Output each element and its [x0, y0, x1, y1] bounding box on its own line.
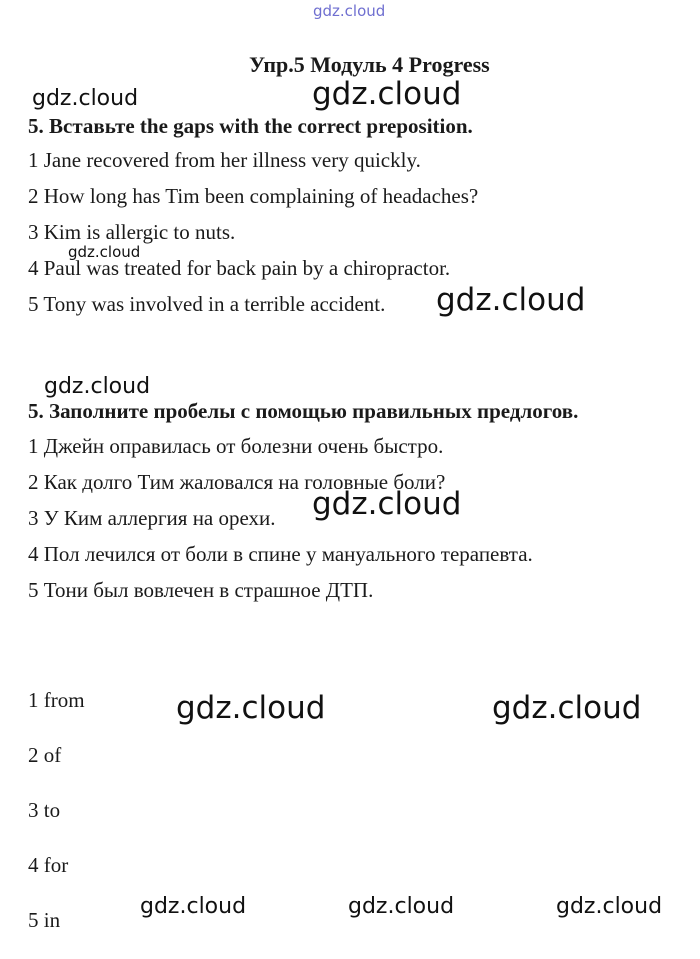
watermark: gdz.cloud	[44, 374, 151, 399]
watermark: gdz.cloud	[492, 690, 642, 726]
english-line-3: 3 Kim is allergic to nuts.	[28, 220, 236, 244]
english-line-5: 5 Tony was involved in a terrible accident.	[28, 292, 386, 316]
answer-5: 5 in	[28, 908, 61, 932]
answer-1: 1 from	[28, 688, 85, 712]
watermark: gdz.cloud	[68, 243, 141, 261]
russian-line-4: 4 Пол лечился от боли в спине у мануального терапевта.	[28, 542, 533, 566]
russian-line-1: 1 Джейн оправилась от болезни очень быстро.	[28, 434, 444, 458]
russian-line-3: 3 У Ким аллергия на орехи.	[28, 506, 276, 530]
english-line-2: 2 How long has Tim been complaining of headaches?	[28, 184, 479, 208]
watermark: gdz.cloud	[348, 894, 455, 919]
english-heading: 5. Вставьте the gaps with the correct preposition.	[28, 114, 473, 138]
watermark: gdz.cloud	[312, 486, 462, 522]
english-line-1: 1 Jane recovered from her illness very quickly.	[28, 148, 421, 172]
english-line-4: 4 Paul was treated for back pain by a chiropractor.	[28, 256, 451, 280]
page-title: Упр.5 Модуль 4 Progress	[249, 52, 490, 77]
watermark-top: gdz.cloud	[313, 2, 386, 20]
watermark: gdz.cloud	[556, 894, 663, 919]
watermark: gdz.cloud	[312, 76, 462, 112]
answer-3: 3 to	[28, 798, 61, 822]
answer-2: 2 of	[28, 743, 62, 767]
russian-line-2: 2 Как долго Тим жаловался на головные боли?	[28, 470, 446, 494]
watermark: gdz.cloud	[140, 894, 247, 919]
russian-line-5: 5 Тони был вовлечен в страшное ДТП.	[28, 578, 374, 602]
russian-heading: 5. Заполните пробелы с помощью правильных предлогов.	[28, 399, 579, 423]
answer-4: 4 for	[28, 853, 69, 877]
watermark: gdz.cloud	[32, 86, 139, 111]
watermark: gdz.cloud	[436, 282, 586, 318]
watermark: gdz.cloud	[176, 690, 326, 726]
